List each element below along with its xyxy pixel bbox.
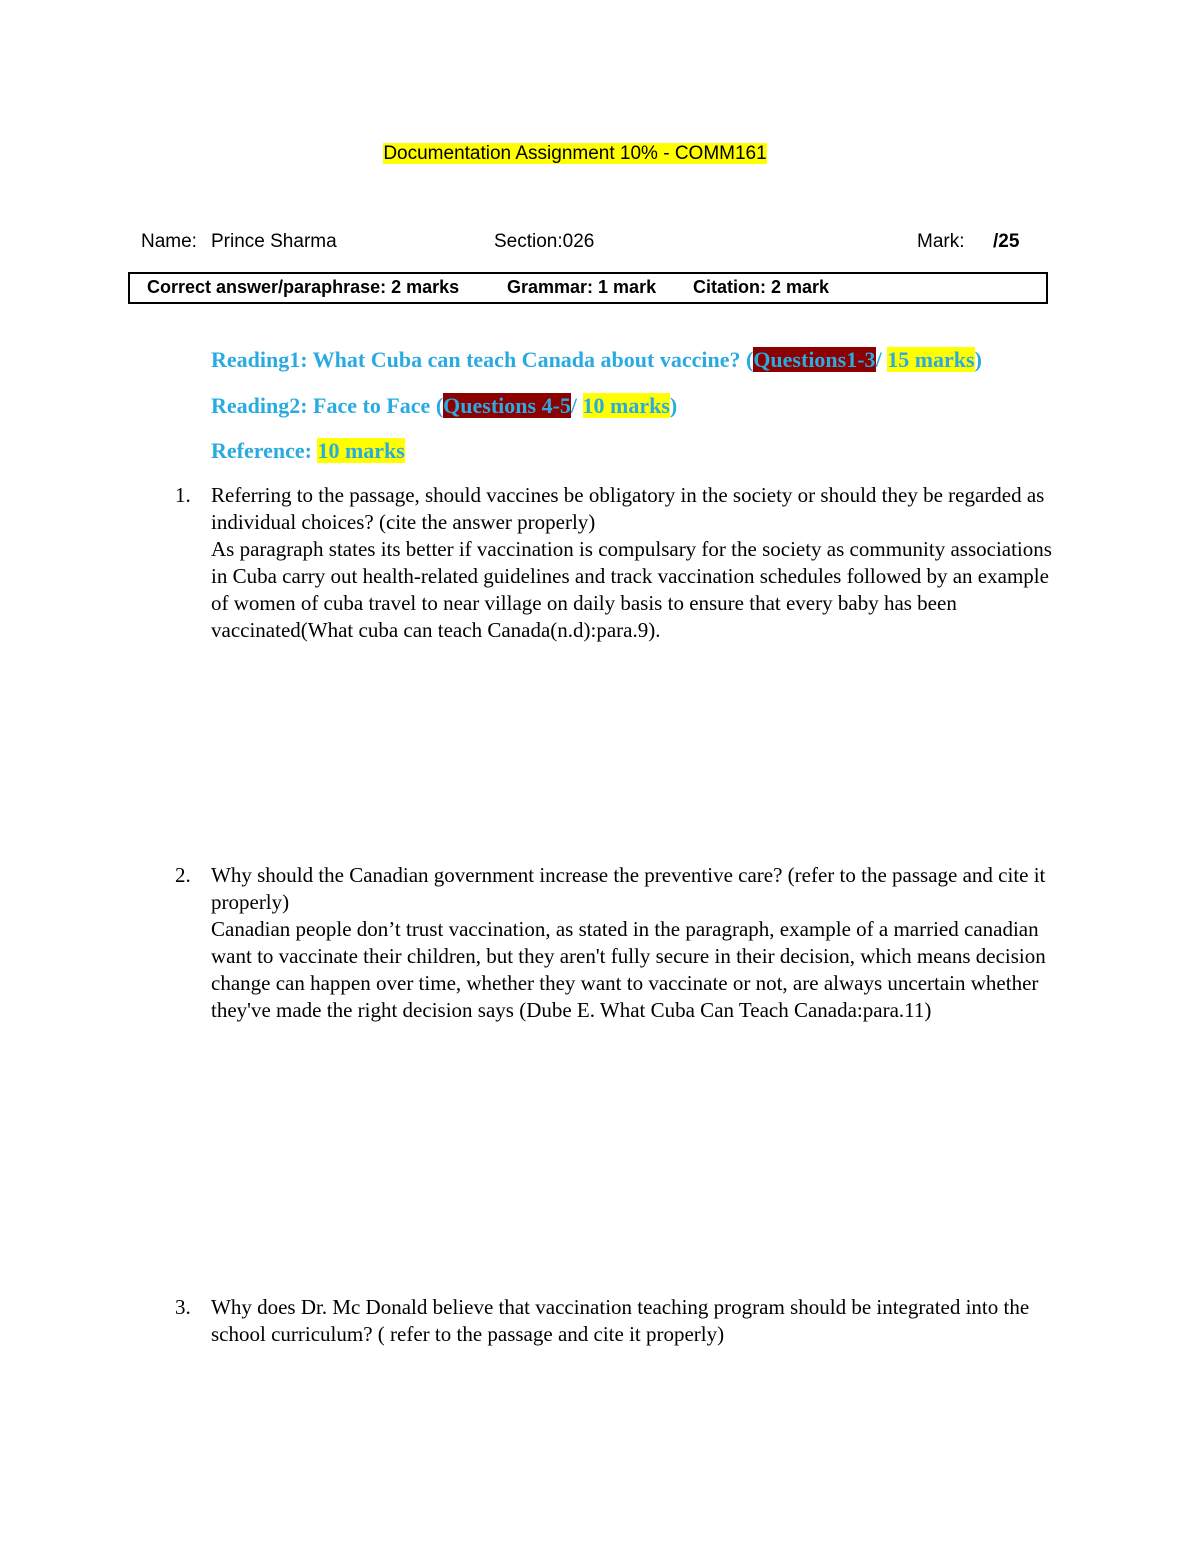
reading2-slash: / (570, 393, 583, 418)
question-number: 2. (175, 863, 191, 887)
question-item (175, 1294, 1065, 1348)
reading1-marks: 15 marks (887, 347, 975, 372)
reference-title: Reference: (211, 438, 318, 463)
reading2-close-paren: ) (669, 393, 678, 418)
question-text: Why should the Canadian government increase the preventive care? (refer to the passage and cite it properly) (211, 863, 1046, 914)
name-label: Name: (141, 231, 197, 252)
reading2-open-paren: ( (435, 393, 444, 418)
rubric-answer: Correct answer/paraphrase: 2 marks (147, 277, 460, 297)
question-number: 1. (175, 483, 191, 507)
name-value: Prince Sharma (211, 231, 337, 252)
rubric-box (128, 272, 1048, 304)
reading1-open-paren: ( (745, 347, 754, 372)
mark-label: Mark: (917, 231, 965, 252)
answer-text[interactable]: As paragraph states its better if vaccination is compulsary for the society as community associations in Cuba carry out health-related guidelines and track vaccination schedules followed by an example of women of cuba travel to near village on daily basis to ensure that every baby has been vaccinated(What cuba can teach Canada(n.d):para.9). (211, 537, 1052, 642)
answer-text[interactable]: Canadian people don’t trust vaccination, as stated in the paragraph, example of a married canadian want to vaccinate their children, but they aren't fully secure in their decision, which means decision change can happen over time, whether they want to vaccinate or not, are always uncertain whether they've made the right decision says (Dube E. What Cuba Can Teach Canada:para.11) (211, 917, 1046, 1022)
reference-marks: 10 marks (317, 438, 405, 463)
question-number: 3. (175, 1295, 191, 1319)
section-label: Section:026 (494, 231, 595, 252)
question-item (175, 482, 1065, 644)
document-title-text: Documentation Assignment 10% - COMM161 (383, 143, 767, 164)
document-title (0, 143, 1150, 165)
reading1-title: Reading1: What Cuba can teach Canada about vaccine? (211, 347, 746, 372)
reading1-close-paren: ) (974, 347, 982, 372)
rubric-citation: Citation: 2 mark (693, 277, 830, 297)
reference-heading (211, 438, 405, 464)
reading1-slash: / (875, 347, 888, 372)
reading2-marks: 10 marks (582, 393, 670, 418)
reading2-heading (211, 393, 677, 419)
question-text: Why does Dr. Mc Donald believe that vaccination teaching program should be integrated into the school curriculum? ( refer to the passage and cite it properly) (211, 1295, 1030, 1346)
rubric-grammar: Grammar: 1 mark (507, 277, 657, 297)
reading2-questions: Questions 4-5 (443, 393, 571, 418)
reading1-heading (211, 347, 982, 373)
reading1-questions: Questions1-3 (753, 347, 876, 372)
mark-value: /25 (993, 231, 1020, 252)
reading2-title: Reading2: Face to Face (211, 393, 436, 418)
question-item (175, 862, 1065, 1024)
question-text: Referring to the passage, should vaccines be obligatory in the society or should they be regarded as individual choices? (cite the answer properly) (211, 483, 1045, 534)
